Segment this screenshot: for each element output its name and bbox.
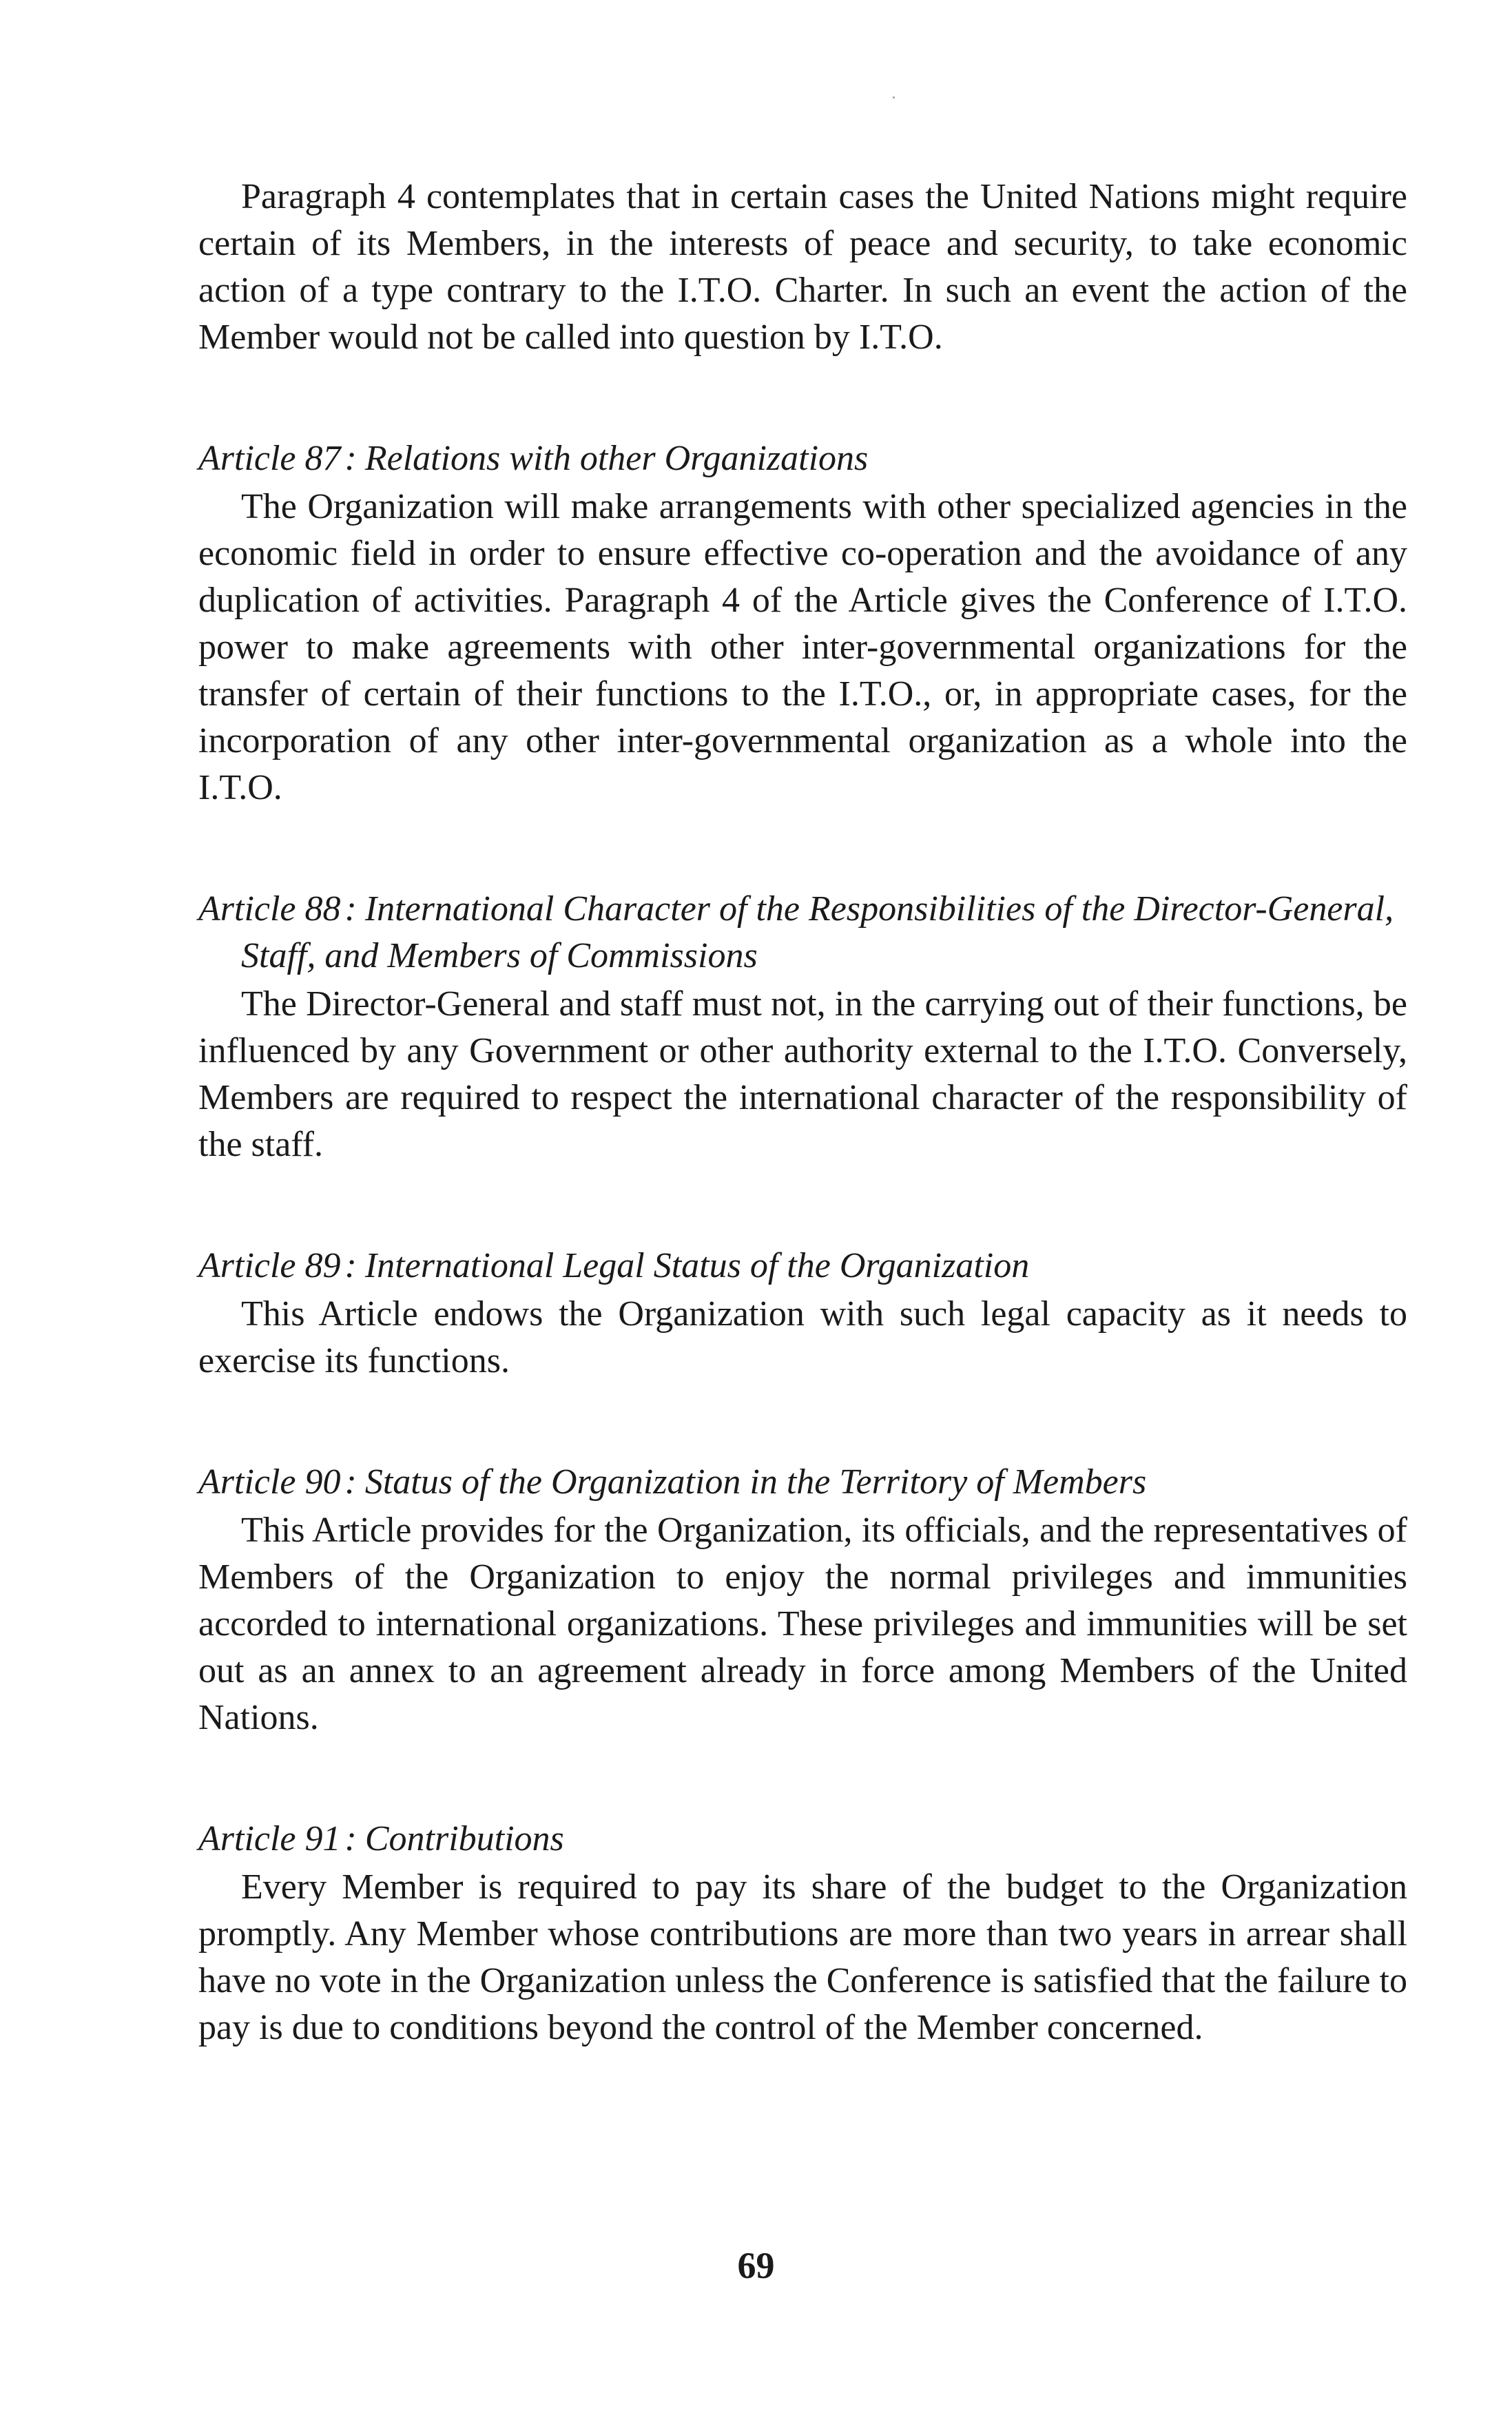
article-87-heading: Article 87 : Relations with other Organizations [198,439,869,478]
page-body [198,174,1407,2051]
article-91-body: Every Member is required to pay its share of the budget to the Organization promptly. Any Member whose contributions are more than two years in arrear shall have no vote in the Organization unless the Conference is satisfied that the failure to pay is due to conditions beyond the control of the Member concerned. [198,1867,1407,2047]
article-87-body: The Organization will make arrangements with other specialized agencies in the economic field in order to ensure effective co-operation and the avoidance of any duplication of activities. Paragraph 4 of the Article gives the Conference of I.T.O. power to make agreements with other inter-governmental organizations for the transfer of certain of their functions to the I.T.O., or, in appropriate cases, for the incorporation of any other inter-governmental organization as a whole into the I.T.O. [198,487,1407,807]
article-88-body: The Director-General and staff must not, in the carrying out of their functions, be influenced by any Government or other authority external to the I.T.O. Conversely, Members are required to respect the international character of the responsibility of the staff. [198,984,1407,1164]
article-90-section [198,1459,1407,1741]
article-91-heading: Article 91 : Contributions [198,1819,564,1858]
article-91-section [198,1816,1407,2051]
page-number: 69 [737,2245,775,2286]
article-89-label: Article 89 [198,1246,341,1285]
article-90-label: Article 90 [198,1462,341,1502]
article-88-title: International Character of the Responsibilities of the Director-General, Staff, and Members of Commissions [241,889,1394,975]
article-90-body: This Article provides for the Organization, its officials, and the representatives of Members of the Organization to enjoy the normal privileges and immunities accorded to international organizations. These privileges and immunities will be set out as an annex to an agreement already in force among Members of the United Nations. [198,1511,1407,1737]
article-89-body: This Article endows the Organization with such legal capacity as it needs to exercise its functions. [198,1294,1407,1380]
article-89-heading: Article 89 : International Legal Status of the Organization [198,1246,1030,1285]
article-89-title: International Legal Status of the Organization [364,1246,1030,1285]
article-90-title: Status of the Organization in the Territory of Members [364,1462,1147,1502]
article-89-section [198,1243,1407,1385]
article-91-label: Article 91 [198,1819,341,1858]
article-88-section [198,886,1407,1168]
intro-paragraph: Paragraph 4 contemplates that in certain cases the United Nations might require certain of its Members, in the interests of peace and security, to take economic action of a type contrary to the I.T.O. Charter. In such an event the action of the Member would not be called into question by I.T.O. [198,177,1407,357]
article-87-label: Article 87 [198,439,341,478]
article-87-title: Relations with other Organizations [364,439,869,478]
article-88-label: Article 88 [198,889,341,929]
article-88-heading: Article 88 : International Character of the Responsibilities of the Director-General, Staff, and Members of Commissions [198,889,1394,975]
article-91-title: Contributions [364,1819,564,1858]
scan-speck [893,96,895,99]
article-90-heading: Article 90 : Status of the Organization in the Territory of Members [198,1462,1147,1502]
article-87-section [198,435,1407,811]
